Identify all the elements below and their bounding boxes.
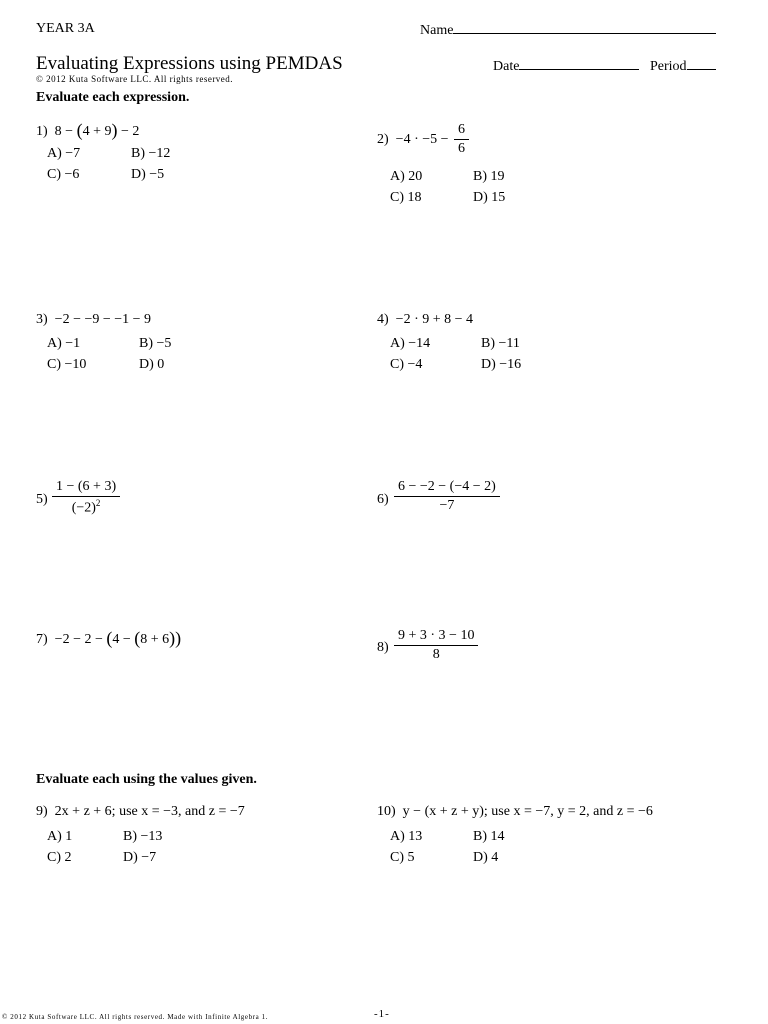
fraction-numerator: 9 + 3 · 3 − 10	[394, 628, 478, 646]
problem-number: 3)	[36, 312, 48, 327]
choice-b: B) −5	[139, 336, 172, 351]
problem-number: 2)	[377, 132, 389, 147]
expr-part: −4 · −5 −	[395, 132, 449, 147]
choice-d: D) 0	[139, 357, 165, 372]
problem-10	[377, 804, 653, 820]
date-field[interactable]	[493, 57, 639, 75]
header-copyright: © 2012 Kuta Software LLC. All rights reserved.	[36, 74, 234, 84]
problem-5-number: 5)	[36, 492, 48, 507]
expr-part: 8 + 6	[140, 632, 170, 647]
name-field[interactable]	[420, 21, 716, 39]
expr-part: −2 − 2 −	[54, 632, 107, 647]
problem-2	[377, 132, 449, 148]
choice-c: C) −10	[47, 357, 87, 372]
problem-number: 7)	[36, 632, 48, 647]
choice-d: D) −16	[481, 357, 522, 372]
section1-instruction: Evaluate each expression.	[36, 90, 190, 105]
choice-a: A) 13	[390, 829, 423, 844]
period-line[interactable]	[687, 57, 716, 70]
fraction	[52, 479, 120, 517]
expr-part: 4 + 9	[82, 124, 112, 139]
page-title: Evaluating Expressions using PEMDAS	[36, 53, 343, 74]
choice-d: D) −5	[131, 167, 165, 182]
class-label: YEAR 3A	[36, 21, 95, 36]
problem-number: 4)	[377, 312, 389, 327]
choice-a: A) −1	[47, 336, 81, 351]
choice-a: A) −14	[390, 336, 431, 351]
choice-c: C) −6	[47, 167, 80, 182]
choice-a: A) 20	[390, 169, 423, 184]
expr-part: −2 · 9 + 8 − 4	[395, 312, 474, 327]
choice-d: D) 15	[473, 190, 506, 205]
problem-4	[377, 312, 473, 328]
problem-number: 9)	[36, 804, 48, 819]
problem-number: 10)	[377, 804, 396, 819]
expr-part: 2x + z + 6; use x = −3, and z = −7	[54, 804, 245, 819]
choice-a: A) 1	[47, 829, 73, 844]
exponent: 2	[95, 498, 101, 508]
fraction-denominator	[52, 497, 120, 517]
name-line[interactable]	[453, 21, 716, 34]
problem-9	[36, 804, 245, 820]
choice-b: B) −13	[123, 829, 163, 844]
choice-b: B) −12	[131, 146, 171, 161]
problem-3	[36, 312, 151, 328]
period-field[interactable]	[650, 57, 716, 75]
choice-c: C) 18	[390, 190, 422, 205]
choice-c: C) −4	[390, 357, 423, 372]
name-label: Name	[420, 23, 454, 38]
choice-d: D) −7	[123, 850, 157, 865]
problem-8-number: 8)	[377, 640, 389, 655]
paren-open: (	[134, 628, 141, 648]
choice-d: D) 4	[473, 850, 499, 865]
choice-b: B) −11	[481, 336, 520, 351]
paren-close: )	[169, 628, 176, 648]
period-label: Period	[650, 59, 687, 74]
expr-part: − 2	[117, 124, 140, 139]
fraction	[454, 122, 469, 157]
choice-b: B) 14	[473, 829, 505, 844]
section2-instruction: Evaluate each using the values given.	[36, 772, 257, 787]
fraction-numerator: 1 − (6 + 3)	[52, 479, 120, 497]
choice-c: C) 2	[47, 850, 72, 865]
fraction-denominator: 8	[432, 647, 440, 662]
paren-close: )	[111, 120, 118, 140]
denominator-base: (−2)	[71, 500, 96, 516]
paren-open: (	[106, 628, 113, 648]
problem-6-number: 6)	[377, 492, 389, 507]
choice-a: A) −7	[47, 146, 81, 161]
fraction-numerator: 6	[454, 122, 469, 140]
paren-open: (	[76, 120, 83, 140]
fraction	[394, 479, 500, 514]
fraction-denominator: −7	[439, 498, 455, 513]
problem-1	[36, 120, 139, 141]
problem-number: 1)	[36, 124, 48, 139]
fraction-denominator: 6	[458, 141, 465, 156]
fraction	[394, 628, 478, 663]
choice-c: C) 5	[390, 850, 415, 865]
page-number: -1-	[374, 1008, 390, 1020]
choice-b: B) 19	[473, 169, 505, 184]
problem-7	[36, 628, 181, 649]
date-line[interactable]	[519, 57, 639, 70]
footer-copyright: © 2012 Kuta Software LLC. All rights reserved. Made with Infinite Algebra 1.	[2, 1013, 269, 1021]
fraction-numerator: 6 − −2 − (−4 − 2)	[394, 479, 500, 497]
expr-part: 8 −	[54, 124, 77, 139]
expr-part: 4 −	[112, 632, 135, 647]
expr-part: y − (x + z + y); use x = −7, y = 2, and z = −6	[402, 804, 653, 819]
date-label: Date	[493, 59, 520, 74]
expr-part: −2 − −9 − −1 − 9	[54, 312, 152, 327]
paren-close: )	[175, 628, 182, 648]
